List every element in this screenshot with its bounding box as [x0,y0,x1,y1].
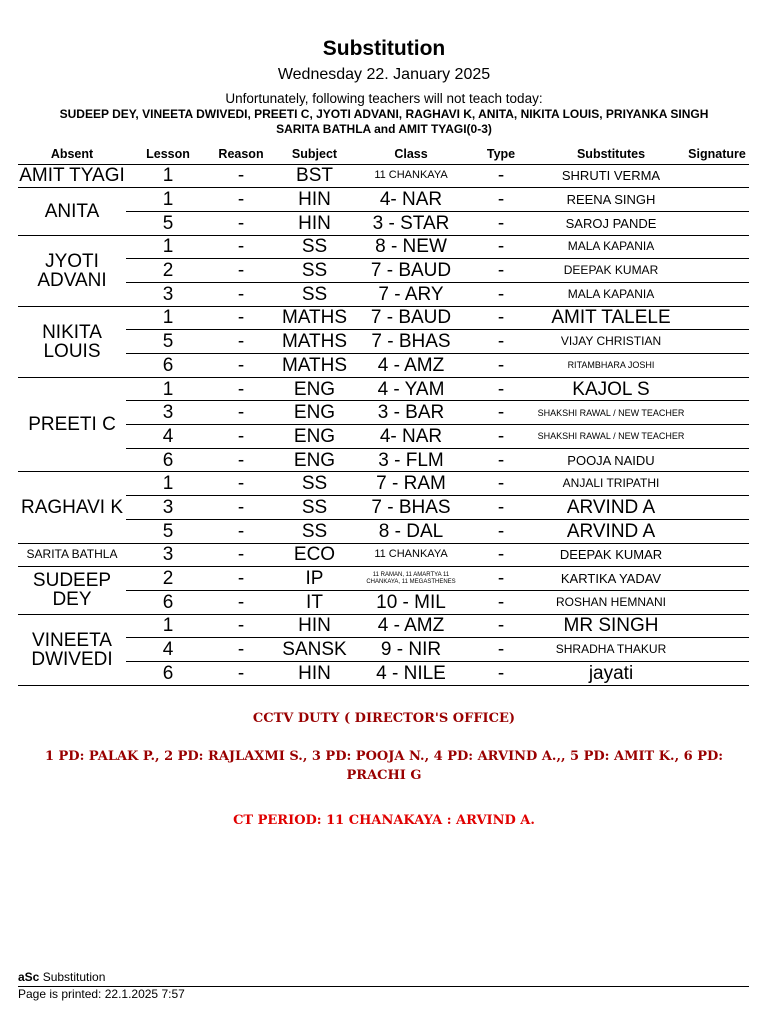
cctv-duty-title: CCTV DUTY ( DIRECTOR'S OFFICE) [252,711,516,726]
signature-cell [685,472,749,496]
table-row [18,614,749,638]
absent-teachers-line-1: SUDEEP DEY, VINEETA DWIVEDI, PREETI C, JYOTI ADVANI, RAGHAVI K, ANITA, NIKITA LOUIS, PRIYANKA SINGH [59,107,709,121]
subject-cell: MATHS [272,330,357,354]
subject-cell: BST [272,164,357,188]
subject-cell: ENG [272,448,357,472]
col-header-type: Type [465,144,537,164]
subject-cell: HIN [272,211,357,235]
type-cell: - [465,425,537,449]
table-row [18,590,749,614]
lesson-cell: 1 [126,306,210,330]
lesson-cell: 6 [126,354,210,378]
table-body [18,164,749,685]
signature-cell [685,188,749,212]
type-cell: - [465,354,537,378]
type-cell: - [465,519,537,543]
col-header-class: Class [357,144,465,164]
page-title: Substitution [322,37,446,60]
lesson-cell: 2 [126,567,210,591]
subject-cell: MATHS [272,354,357,378]
lesson-cell: 4 [126,638,210,662]
app-title: Substitution [39,970,106,984]
signature-cell [685,377,749,401]
absent-teachers-list [30,107,738,137]
table-row [18,282,749,306]
subject-cell: SS [272,472,357,496]
lesson-cell: 3 [126,282,210,306]
class-cell: 4- NAR [357,425,465,449]
table-row [18,496,749,520]
reason-cell: - [210,235,272,259]
lesson-cell: 1 [126,164,210,188]
subject-cell: SS [272,235,357,259]
reason-cell: - [210,661,272,685]
class-cell: 11 RAMAN, 11 AMARTYA 11 CHANKAYA, 11 MEGASTHENES [357,567,465,591]
reason-cell: - [210,543,272,567]
subject-cell: IP [272,567,357,591]
subject-cell: SS [272,496,357,520]
lesson-cell: 2 [126,259,210,283]
type-cell: - [465,164,537,188]
col-header-reason: Reason [210,144,272,164]
intro-text: Unfortunately, following teachers will not teach today: [225,91,543,106]
substitute-cell: KAJOL S [537,377,685,401]
subject-cell: ENG [272,377,357,401]
type-cell: - [465,259,537,283]
subject-cell: MATHS [272,306,357,330]
table-row [18,330,749,354]
cctv-duty-periods: 1 PD: PALAK P., 2 PD: RAJLAXMI S., 3 PD: POOJA N., 4 PD: ARVIND A.,, 5 PD: AMIT K., 6 PD: PRACHI G [44,749,724,783]
substitute-cell: MALA KAPANIA [537,235,685,259]
signature-cell [685,259,749,283]
reason-cell: - [210,448,272,472]
type-cell: - [465,306,537,330]
absent-teacher-cell: NIKITA LOUIS [18,306,126,377]
table-row [18,188,749,212]
substitute-cell: SHRADHA THAKUR [537,638,685,662]
signature-cell [685,614,749,638]
lesson-cell: 5 [126,211,210,235]
lesson-cell: 5 [126,330,210,354]
class-cell: 4 - AMZ [357,614,465,638]
table-row [18,377,749,401]
col-header-lesson: Lesson [126,144,210,164]
substitution-table [18,144,749,686]
substitute-cell: ARVIND A [537,519,685,543]
reason-cell: - [210,496,272,520]
reason-cell: - [210,377,272,401]
signature-cell [685,401,749,425]
reason-cell: - [210,211,272,235]
substitute-cell: SHAKSHI RAWAL / NEW TEACHER [537,425,685,449]
type-cell: - [465,614,537,638]
col-header-signature: Signature [685,144,749,164]
signature-cell [685,164,749,188]
type-cell: - [465,590,537,614]
type-cell: - [465,543,537,567]
substitute-cell: SHAKSHI RAWAL / NEW TEACHER [537,401,685,425]
class-cell: 3 - FLM [357,448,465,472]
table-row [18,425,749,449]
reason-cell: - [210,306,272,330]
signature-cell [685,661,749,685]
table-header-row [18,144,749,164]
col-header-subject: Subject [272,144,357,164]
footer-printed: Page is printed: 22.1.2025 7:57 [18,987,185,1001]
reason-cell: - [210,259,272,283]
subject-cell: HIN [272,614,357,638]
table-row [18,543,749,567]
class-cell: 4 - YAM [357,377,465,401]
ct-period-note: CT PERIOD: 11 CHANAKAYA : ARVIND A. [233,813,535,828]
subject-cell: ECO [272,543,357,567]
subject-cell: HIN [272,188,357,212]
lesson-cell: 1 [126,472,210,496]
class-cell: 8 - DAL [357,519,465,543]
type-cell: - [465,188,537,212]
reason-cell: - [210,567,272,591]
substitute-cell: MALA KAPANIA [537,282,685,306]
substitute-cell: REENA SINGH [537,188,685,212]
substitute-cell: ROSHAN HEMNANI [537,590,685,614]
lesson-cell: 3 [126,496,210,520]
reason-cell: - [210,354,272,378]
signature-cell [685,567,749,591]
table-row [18,448,749,472]
app-brand: aSc [18,970,40,984]
signature-cell [685,425,749,449]
class-cell: 11 CHANKAYA [357,543,465,567]
lesson-cell: 1 [126,235,210,259]
reason-cell: - [210,330,272,354]
substitute-cell: POOJA NAIDU [537,448,685,472]
table-row [18,661,749,685]
substitute-cell: KARTIKA YADAV [537,567,685,591]
table-row [18,235,749,259]
substitute-cell: SAROJ PANDE [537,211,685,235]
substitute-cell: MR SINGH [537,614,685,638]
signature-cell [685,354,749,378]
reason-cell: - [210,425,272,449]
absent-teacher-cell: AMIT TYAGI [19,165,125,187]
lesson-cell: 4 [126,425,210,449]
col-header-substitutes: Substitutes [537,144,685,164]
type-cell: - [465,661,537,685]
table-row [18,306,749,330]
table-row [18,472,749,496]
substitute-cell: DEEPAK KUMAR [537,259,685,283]
absent-teacher-cell: PREETI C [18,377,126,472]
table-row [18,638,749,662]
substitute-cell: RITAMBHARA JOSHI [537,354,685,378]
signature-cell [685,235,749,259]
lesson-cell: 3 [126,543,210,567]
col-header-absent: Absent [18,144,126,164]
signature-cell [685,211,749,235]
lesson-cell: 6 [126,448,210,472]
subject-cell: ENG [272,401,357,425]
class-cell: 7 - ARY [357,282,465,306]
class-cell: 8 - NEW [357,235,465,259]
reason-cell: - [210,614,272,638]
table-row [18,519,749,543]
signature-cell [685,330,749,354]
table-row [18,354,749,378]
substitute-cell: ARVIND A [537,496,685,520]
subject-cell: IT [272,590,357,614]
class-cell: 10 - MIL [357,590,465,614]
class-cell: 7 - BHAS [357,496,465,520]
class-cell: 4- NAR [357,188,465,212]
substitute-cell: AMIT TALELE [537,306,685,330]
signature-cell [685,306,749,330]
footer-app-name [18,970,105,984]
lesson-cell: 3 [126,401,210,425]
reason-cell: - [210,472,272,496]
signature-cell [685,282,749,306]
class-cell: 7 - BAUD [357,259,465,283]
lesson-cell: 1 [126,614,210,638]
type-cell: - [465,448,537,472]
class-cell: 11 CHANKAYA [357,164,465,188]
absent-teacher-cell: SARITA BATHLA [18,543,126,567]
class-cell: 7 - RAM [357,472,465,496]
type-cell: - [465,330,537,354]
type-cell: - [465,472,537,496]
class-cell: 4 - AMZ [357,354,465,378]
absent-teacher-cell: ANITA [18,188,126,235]
signature-cell [685,448,749,472]
absent-teacher-cell: JYOTI ADVANI [18,235,126,306]
signature-cell [685,496,749,520]
type-cell: - [465,211,537,235]
substitute-cell: ANJALI TRIPATHI [537,472,685,496]
class-cell: 7 - BAUD [357,306,465,330]
lesson-cell: 1 [126,377,210,401]
reason-cell: - [210,164,272,188]
lesson-cell: 6 [126,590,210,614]
subject-cell: HIN [272,661,357,685]
class-cell: 4 - NILE [357,661,465,685]
type-cell: - [465,638,537,662]
type-cell: - [465,567,537,591]
page-date: Wednesday 22. January 2025 [277,66,491,83]
absent-teacher-cell: VINEETA DWIVEDI [18,614,126,685]
lesson-cell: 5 [126,519,210,543]
subject-cell: SS [272,259,357,283]
reason-cell: - [210,401,272,425]
signature-cell [685,543,749,567]
type-cell: - [465,496,537,520]
absent-teacher-cell: SUDEEP DEY [18,567,126,614]
reason-cell: - [210,519,272,543]
signature-cell [685,519,749,543]
subject-cell: SS [272,282,357,306]
substitute-cell: jayati [537,661,685,685]
table-row [18,401,749,425]
type-cell: - [465,401,537,425]
lesson-cell: 1 [126,188,210,212]
class-cell: 3 - STAR [357,211,465,235]
absent-teacher-cell: RAGHAVI K [18,472,126,543]
reason-cell: - [210,188,272,212]
class-cell: 9 - NIR [357,638,465,662]
substitute-cell: VIJAY CHRISTIAN [537,330,685,354]
absent-teachers-line-2: SARITA BATHLA and AMIT TYAGI(0-3) [276,122,492,136]
reason-cell: - [210,282,272,306]
table-row [18,567,749,591]
type-cell: - [465,282,537,306]
signature-cell [685,638,749,662]
reason-cell: - [210,638,272,662]
signature-cell [685,590,749,614]
subject-cell: ENG [272,425,357,449]
class-cell: 7 - BHAS [357,330,465,354]
table-row [18,164,749,188]
subject-cell: SANSK [272,638,357,662]
type-cell: - [465,235,537,259]
lesson-cell: 6 [126,661,210,685]
substitute-cell: DEEPAK KUMAR [537,543,685,567]
reason-cell: - [210,590,272,614]
substitute-cell: SHRUTI VERMA [537,164,685,188]
table-row [18,211,749,235]
table-row [18,259,749,283]
type-cell: - [465,377,537,401]
class-cell: 3 - BAR [357,401,465,425]
subject-cell: SS [272,519,357,543]
